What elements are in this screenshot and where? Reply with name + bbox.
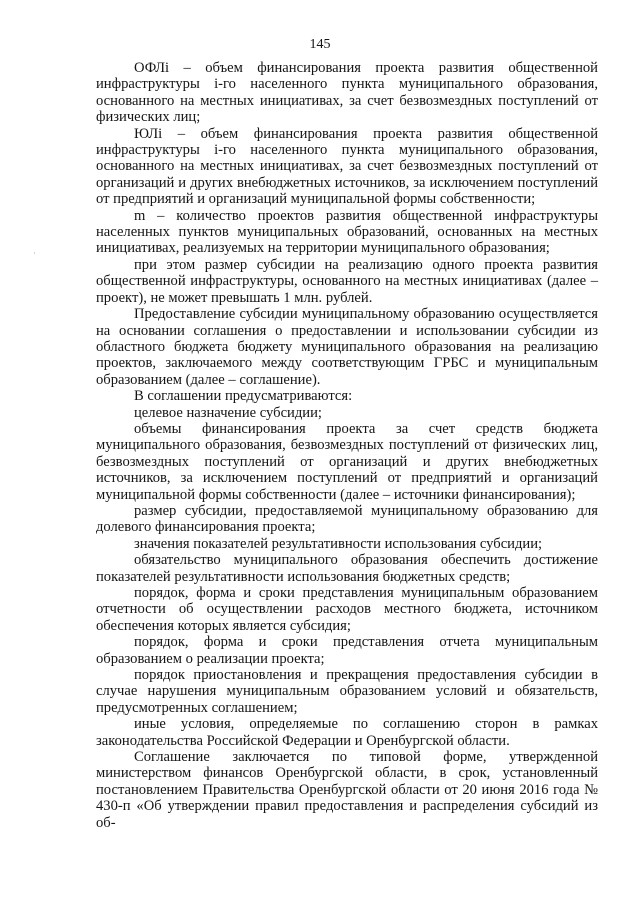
list-item-purpose: целевое назначение субсидии;	[134, 404, 322, 421]
margin-mark: ·	[33, 248, 36, 258]
paragraph-standard-form: Соглашение заключается по типовой форме, утвержденной министерством финансов Оренбургской области, в срок, установленный постановлением Правительства Оренбургской области от 20 июня 2016 года № 430-п «Об утверждении правил предоставления и распределения субсидий из об-	[96, 749, 598, 831]
list-item-indicators: значения показателей результативности использования субсидии;	[134, 535, 543, 552]
page-number: 145	[309, 37, 331, 52]
list-item-obligation: обязательство муниципального образования обеспечить достижение показателей результативности использования бюджетных средств;	[96, 552, 598, 585]
paragraph-yul: ЮЛi – объем финансирования проекта развития общественной инфраструктуры i-го населенного пункта муниципального образования, основанного на местных инициативах, за счет безвозмездных поступлений от организаций и других внебюджетных источников, за исключением поступлений от предприятий и организаций муниципальной формы собственности;	[96, 125, 598, 208]
text-body	[96, 60, 598, 831]
list-item-financing-volumes: объемы финансирования проекта за счет средств бюджета муниципального образования, безвозмездных поступлений от физических лиц, безвозмездных поступлений от организаций и других внебюджетных источников, за исключением поступлений от предприятий и организаций муниципальной формы собственности (далее – источники финансирования);	[96, 420, 598, 503]
paragraph-agreement-basis: Предоставление субсидии муниципальному образованию осуществляется на основании соглашения о предоставлении и использовании субсидии из областного бюджета бюджету муниципального образования на реализацию проектов, заключаемого между соответствующим ГРБС и муниципальным образованием (далее – соглашение).	[96, 306, 598, 388]
list-item-other-conditions: иные условия, определяемые по соглашению сторон в рамках законодательства Российской Федерации и Оренбургской области.	[96, 716, 598, 749]
list-item-expense-reporting: порядок, форма и сроки представления муниципальным образованием отчетности об осуществлении расходов местного бюджета, источником обеспечения которых является субсидия;	[96, 585, 598, 634]
paragraph-subsidy-limit: при этом размер субсидии на реализацию одного проекта развития общественной инфраструктуры, основанного на местных инициативах (далее – проект), не может превышать 1 млн. рублей.	[96, 256, 598, 306]
list-item-project-reporting: порядок, форма и сроки представления отчета муниципальным образованием о реализации проекта;	[96, 634, 598, 667]
paragraph-m: m – количество проектов развития общественной инфраструктуры населенных пунктов муниципальных образований, основанных на местных инициативах, реализуемых на территории муниципального образования;	[96, 207, 598, 257]
list-item-subsidy-size: размер субсидии, предоставляемой муниципальному образованию для долевого финансирования проекта;	[96, 502, 598, 536]
list-item-suspension: порядок приостановления и прекращения предоставления субсидии в случае нарушения муниципальным образованием условий и обязательств, предусмотренных соглашением;	[96, 667, 598, 716]
paragraph-agreement-provisions: В соглашении предусматриваются:	[134, 388, 353, 405]
paragraph-ofl: ОФЛi – объем финансирования проекта развития общественной инфраструктуры i-го населенного пункта муниципального образования, основанного на местных инициативах, за счет безвозмездных поступлений от физических лиц;	[96, 60, 598, 126]
